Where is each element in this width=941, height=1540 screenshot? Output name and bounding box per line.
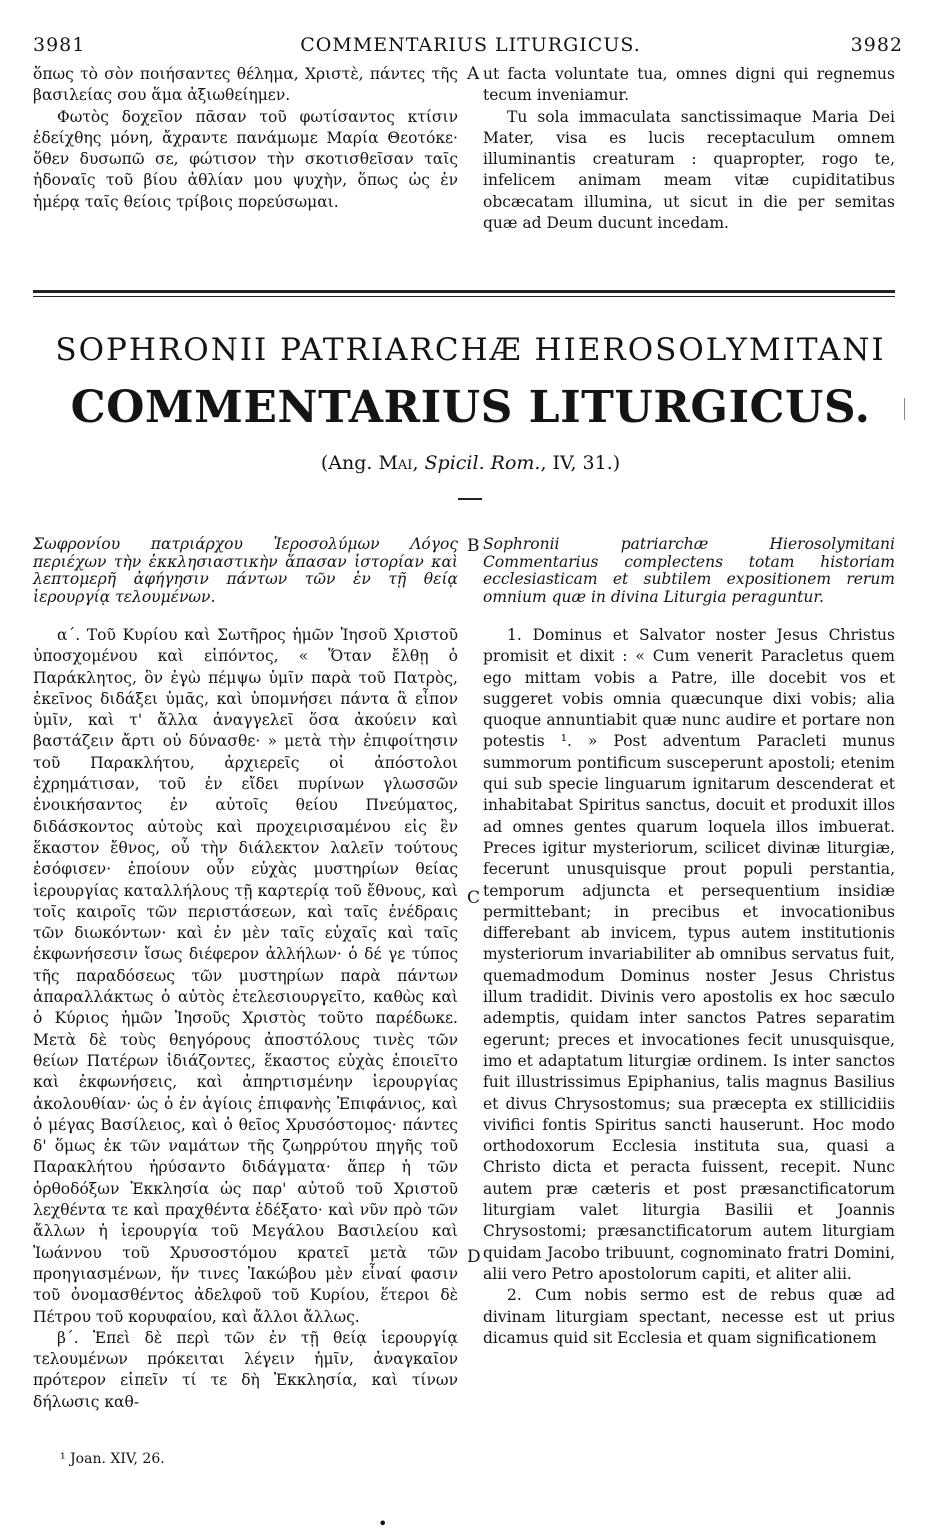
running-title: COMMENTARIUS LITURGICUS. (300, 34, 641, 56)
intro-greek: Σωφρονίου πατριάρχου Ἱεροσολύμων Λόγος περιέχων τὴν ἐκκλησιαστικὴν ἅπασαν ἱστορίαν καὶ λεπτομερῆ ἀφήγησιν πάντων τῶν ἐν τῇ θείᾳ ἱερουργίᾳ τελουμένων. (33, 535, 458, 606)
title-line-1: SOPHRONII PATRIARCHÆ HIEROSOLYMITANI (55, 332, 886, 368)
section-rule (33, 290, 895, 293)
body-greek-para: β΄. Ἐπεὶ δὲ περὶ τῶν ἐν τῇ θείᾳ ἱερουργίᾳ τελουμένων πρόκειται λέγειν ἡμῖν, ἀναγκαῖον πρότερον εἰπεῖν τί τε δὴ Ἐκκλησία, καὶ τίνων δήλωσις καθ- (33, 1328, 458, 1411)
body-latin-column (483, 625, 895, 1349)
title-dash (458, 498, 482, 500)
right-page-number: 3982 (850, 34, 903, 56)
top-greek-column (33, 64, 458, 213)
left-page-number: 3981 (33, 34, 86, 56)
source-open: (Ang. (320, 452, 373, 474)
top-latin-para: ut facta voluntate tua, omnes digni qui regnemus tecum inveniamur. (483, 65, 895, 105)
bottom-mark: • (378, 1514, 388, 1533)
intro-latin: Sophronii patriarchæ Hierosolymitani Commentarius complectens totam historiam ecclesiasticam et subtilem expositionem rerum omnium quæ in divina Liturgia peraguntur. (483, 535, 895, 606)
source-work: Spicil. Rom. (424, 452, 541, 474)
top-latin-column (483, 64, 895, 234)
body-latin-para: 2. Cum nobis sermo est de rebus quæ ad divinam liturgiam spectant, necesse est ut prius dicamus quid sit Ecclesia et quam significationem (483, 1286, 895, 1347)
margin-marker-b: B (467, 536, 480, 556)
body-greek-column (33, 625, 458, 1413)
top-latin-para: Tu sola immaculata sanctissimaque Maria Dei Mater, visa es lucis receptaculum omnem illuminantis creaturam : quapropter, rogo te, infelicem animam meam vitæ cupiditatibus obcæcatam illumina, ut sicut in die per semitas quæ ad Deum ducunt incedam. (483, 107, 895, 233)
top-greek-para: ὅπως τὸ σὸν ποιήσαντες θέλημα, Χριστὲ, πάντες τῆς βασιλείας σου ἅμα ἀξιωθείημεν. (33, 65, 458, 105)
title-line-2: COMMENTARIUS LITURGICUS. (70, 382, 871, 433)
source-reference: (Ang. Mai, Spicil. Rom., IV, 31.) (320, 452, 621, 474)
margin-marker-d: D (467, 1247, 481, 1267)
footnote: ¹ Joan. XIV, 26. (60, 1451, 165, 1467)
body-latin-para: 1. Dominus et Salvator noster Jesus Christus promisit et dixit : « Cum venerit Paracletus quem ego mittam vobis a Patre, ille docebit vos et suggeret vobis omnia quæcunque dixi vobis; alia quoque annuntiabit quæ nunc audire et portare non potestis ¹. » Post adventum Paracleti munus summorum pontificum susceperunt apostoli; etenim qui sub specie linguarum ignitarum descenderat et inhabitabat Spiritus sanctus, docuit et produxit illos ad omnes gentes quarum loquela illos imbuerat. Preces igitur mysteriorum, scilicet divinæ liturgiæ, fecerunt unusquisque prout populi perstantia, temporum adjuncta et persequentium insidiæ permittebant; in precibus et invocationibus differebant ab invicem, typus autem institutionis mysteriorum invariabiliter ab omnibus servatus fuit, quemadmodum Dominus noster Jesus Christus illum tradidit. Divinis vero apostolis ex hoc sæculo ademptis, quidam inter sanctos Patres separatim egerunt; preces et invocationes fecit unusquisque, imo et adaptatum liturgiæ ordinem. Is inter sanctos fuit illustrissimus Epiphanius, talis magnus Basilius et divus Chrysostomus; sua præcepta ex stillicidiis vivifici fontis Spiritus sancti hauserunt. Hoc modo orthodoxorum Ecclesia instituta sua, quasi a Christo dicta et peracta fuissent, recepit. Nunc autem præ cæteris et post præsanctificatorum liturgiam valet liturgia Basilii et Joannis Chrysostomi; præsanctificatorum autem liturgiam quidam Jacobo tribuunt, cognominato fratri Domini, alii vero Petro apostolorum capiti, et aliter alii. (483, 626, 895, 1283)
source-ref: , IV, 31.) (540, 452, 621, 474)
margin-tick (904, 398, 905, 420)
margin-marker-a: A (467, 64, 480, 84)
margin-marker-c: C (467, 888, 481, 908)
body-greek-para: α΄. Τοῦ Κυρίου καὶ Σωτῆρος ἡμῶν Ἰησοῦ Χριστοῦ ὑποσχομένου καὶ εἰπόντος, « Ὅταν ἔλθῃ ὁ Παράκλητος, ὃν ἐγὼ πέμψω ὑμῖν παρὰ τοῦ Πατρὸς, ἐκεῖνος διδάξει ὑμᾶς, καὶ ὑπομνήσει πάντα ἃ εἶπον ὑμῖν, καὶ τ' ἄλλα ἀναγγελεῖ ὅσα ἀκούειν καὶ βαστάζειν ἄρτι οὐ δύνασθε· » μετὰ τὴν ἐπιφοίτησιν τοῦ Παρακλήτου, ἀρχιερεῖς οἱ ἀπόστολοι ἐχρημάτισαν, τοῦ ἐν εἴδει πυρίνων γλωσσῶν ἐνοικήσαντος ἐν αὐτοῖς θείου Πνεύματος, διδάσκοντος αὐτοὺς καὶ προχειρισαμένου εἰς ἓν ἕκαστον ἔθνος, οὗ τὴν διάλεκτον λαλεῖν τούτους ἐσόφισεν· ἐποίουν οὖν εὐχὰς μυστηρίων θείας ἱερουργίας καταλλήλους τῇ καρτερίᾳ τοῦ ἔθνους, καὶ τοῖς καιροῖς τῶν περιστάσεων, καὶ ταῖς ἐνέδραις τῶν διωκόντων· καὶ ἐν μὲν ταῖς εὐχαῖς καὶ ταῖς ἐκφωνήσεσιν ἴσως διέφερον ἀλλήλων· ὁ δέ γε τύπος τῆς παραδόσεως τῶν μυστηρίων παρὰ πάντων ἀπαραλλάκτως ὁ αὐτὸς ἐτελεσιουργεῖτο, καθὼς καὶ ὁ Κύριος ἡμῶν Ἰησοῦς Χριστὸς τοῦτο παρέδωκε. Μετὰ δὲ τοὺς θεηγόρους ἀποστόλους τινὲς τῶν θείων Πατέρων ἰδιάζοντες, ἕκαστος εὐχὰς ἐποιεῖτο καὶ ἐκφωνήσεις, καὶ ἀπηρτισμένην ἱερουργίας ἀκολουθίαν· ὡς ὁ ἐν ἁγίοις ἐπιφανὴς Ἐπιφάνιος, καὶ ὁ μέγας Βασίλειος, καὶ ὁ θεῖος Χρυσόστομος· πάντες δ' ὅμως ἐκ τῶν ναμάτων τῆς ζωηρρύτου πηγῆς τοῦ Παρακλήτου ἠρύσαντο διδάγματα· ἅπερ ἡ τῶν ὀρθοδόξων Ἐκκλησία ὡς παρ' αὐτοῦ τοῦ Χριστοῦ λεχθέντα τε καὶ πραχθέντα ἐδέξατο· καὶ νῦν πρὸ τῶν ἄλλων ἡ ἱερουργία τοῦ Μεγάλου Βασιλείου καὶ Ἰωάννου τοῦ Χρυσοστόμου κρατεῖ μετὰ τῶν προηγιασμένων, ἥν τινες Ἰακώβου μὲν εἶναί φασιν τοῦ ὀνομασθέντος ἀδελφοῦ τοῦ Κυρίου, ἕτεροι δὲ Πέτρου τοῦ κορυφαίου, καὶ ἄλλοι ἄλλως. (33, 626, 458, 1326)
source-author: Mai (378, 452, 413, 474)
top-greek-para: Φωτὸς δοχεῖον πᾶσαν τοῦ φωτίσαντος κτίσιν ἐδείχθης μόνη, ἄχραντε πανάμωμε Μαρία Θεοτόκε· ὅθεν δυσωπῶ σε, φώτισον τὴν σκοτισθεῖσαν ταῖς ἡδοναῖς τοῦ βίου ἀθλίαν μου ψυχὴν, ὅπως ὡς ἐν ἡμέρᾳ ταῖς θείοις τρίβοις πορεύσωμαι. (33, 107, 458, 211)
section-rule-thin (33, 296, 895, 297)
